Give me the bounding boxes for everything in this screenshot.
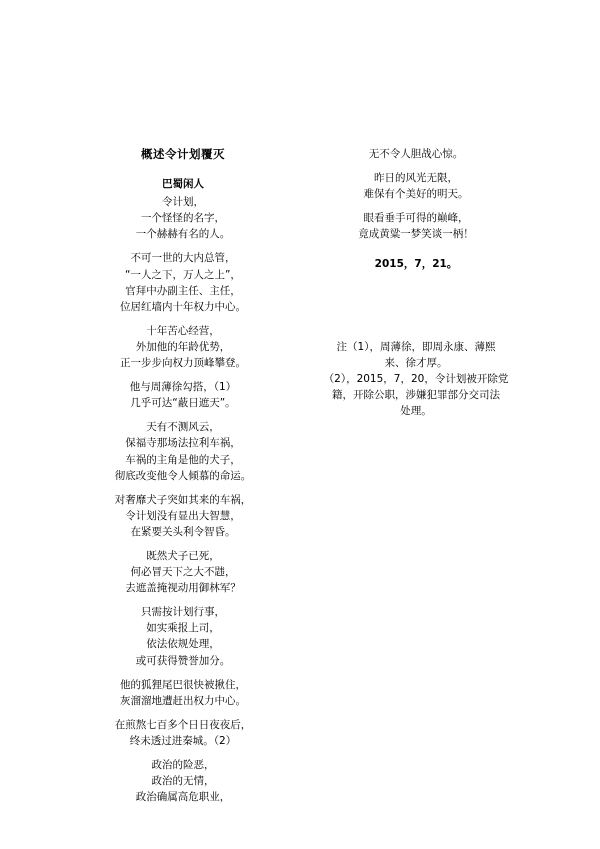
poem-line: 官拜中办副主任、主任，: [125, 284, 241, 297]
poem-line: 去遮盖掩视动用御林军？: [125, 582, 241, 595]
poem-line: 令计划，: [162, 196, 204, 209]
signature-date: 2015，7，21。: [374, 258, 458, 271]
poem-line: 不可一世的大内总管，: [130, 252, 236, 265]
poem-line: 在紧要关头利令智昏。: [130, 525, 236, 538]
author-name: 巴蜀闲人: [162, 178, 204, 191]
poem-stanza: [78, 717, 288, 749]
poem-line: 政治的险恶，: [151, 759, 215, 771]
footnote-line: 处理。: [400, 404, 432, 417]
poem-stanza: [78, 548, 288, 596]
poem-line: 如实乘报上司，: [146, 622, 220, 635]
poem-line: 终未透过进秦城。（2）: [129, 734, 237, 747]
right-column: [310, 146, 522, 419]
poem-line: 竟成黄粱一梦笑谈一柄！: [358, 228, 474, 241]
poem-line: 依法依规处理，: [146, 638, 220, 651]
poem-line: 只需按计划行事，: [141, 606, 225, 619]
poem-line: 何必冒天下之大不韪，: [130, 566, 236, 579]
poem-line: 或可获得赞誉加分。: [135, 654, 231, 667]
poem-line: 昨日的风光无限，: [374, 172, 458, 185]
poem-line: 政治确属高危职业，: [135, 791, 231, 804]
poem-stanza: [78, 194, 288, 242]
left-column: [78, 146, 288, 813]
poem-line: 灰溜溜地遭赶出权力中心。: [120, 694, 246, 707]
poem-line: 既然犬子已死，: [146, 549, 220, 562]
poem-line: 车祸的主角是他的犬子，: [125, 453, 241, 466]
footnote-one: [310, 339, 522, 371]
poem-stanza: [78, 419, 288, 483]
footnote-line: 来、徐才厚。: [384, 356, 448, 369]
poem-stanza: [310, 210, 522, 242]
poem-line: 无不令人胆战心惊。: [368, 148, 464, 160]
poem-line: 彻底改变他令人倾慕的命运。: [114, 469, 252, 482]
poem-line: 天有不测风云，: [146, 421, 220, 434]
poem-line: 一个赫赫有名的人。: [135, 228, 231, 241]
poem-line: 政治的无情，: [151, 775, 215, 788]
poem-line: 外加他的年龄优势，: [135, 340, 231, 353]
poem-stanza: [78, 323, 288, 371]
poem-stanza: [78, 677, 288, 709]
poem-line: 难保有个美好的明天。: [363, 188, 469, 201]
poem-line: 他的狐狸尾巴很快被揪住，: [120, 678, 246, 691]
poem-line: 位居红墙内十年权力中心。: [120, 300, 246, 313]
poem-line: 眼看垂手可得的巅峰，: [363, 212, 469, 225]
poem-stanza: [310, 170, 522, 202]
poem-line: 保福寺那场法拉利车祸，: [125, 437, 241, 450]
footnote-line: 籍，开除公职，涉嫌犯罪部分交司法: [332, 388, 500, 401]
footnote-line: （2），2015，7，20，令计划被开除党: [323, 372, 509, 385]
poem-line: 正一步步向权力顶峰攀登。: [120, 357, 246, 370]
poem-line: 对奢靡犬子突如其来的车祸，: [114, 493, 252, 506]
page-title: 概述令计划覆灭: [141, 147, 225, 161]
poem-stanza: [78, 492, 288, 540]
poem-line: 几乎可达“蔽日遮天”。: [130, 397, 236, 410]
poem-stanza: [78, 604, 288, 668]
poem-line: 十年苦心经营，: [146, 324, 220, 337]
poem-stanza: [310, 146, 522, 162]
poem-stanza: [78, 757, 288, 805]
poem-line: 他与周薄徐勾搭，（1）: [129, 381, 237, 394]
footnote-line: 注（1），周薄徐，即周永康、薄熙: [336, 340, 496, 353]
poem-line: 在煎熬七百多个日日夜夜后，: [114, 718, 252, 731]
poem-line: “一人之下，万人之上”，: [125, 268, 241, 281]
footnotes: [310, 339, 522, 419]
poem-stanza: [78, 250, 288, 314]
poem-line: 一个怪怪的名字，: [141, 212, 225, 225]
poem-line: 令计划没有显出大智慧，: [125, 509, 241, 522]
footnote-two: [310, 371, 522, 419]
poem-stanza: [78, 379, 288, 411]
